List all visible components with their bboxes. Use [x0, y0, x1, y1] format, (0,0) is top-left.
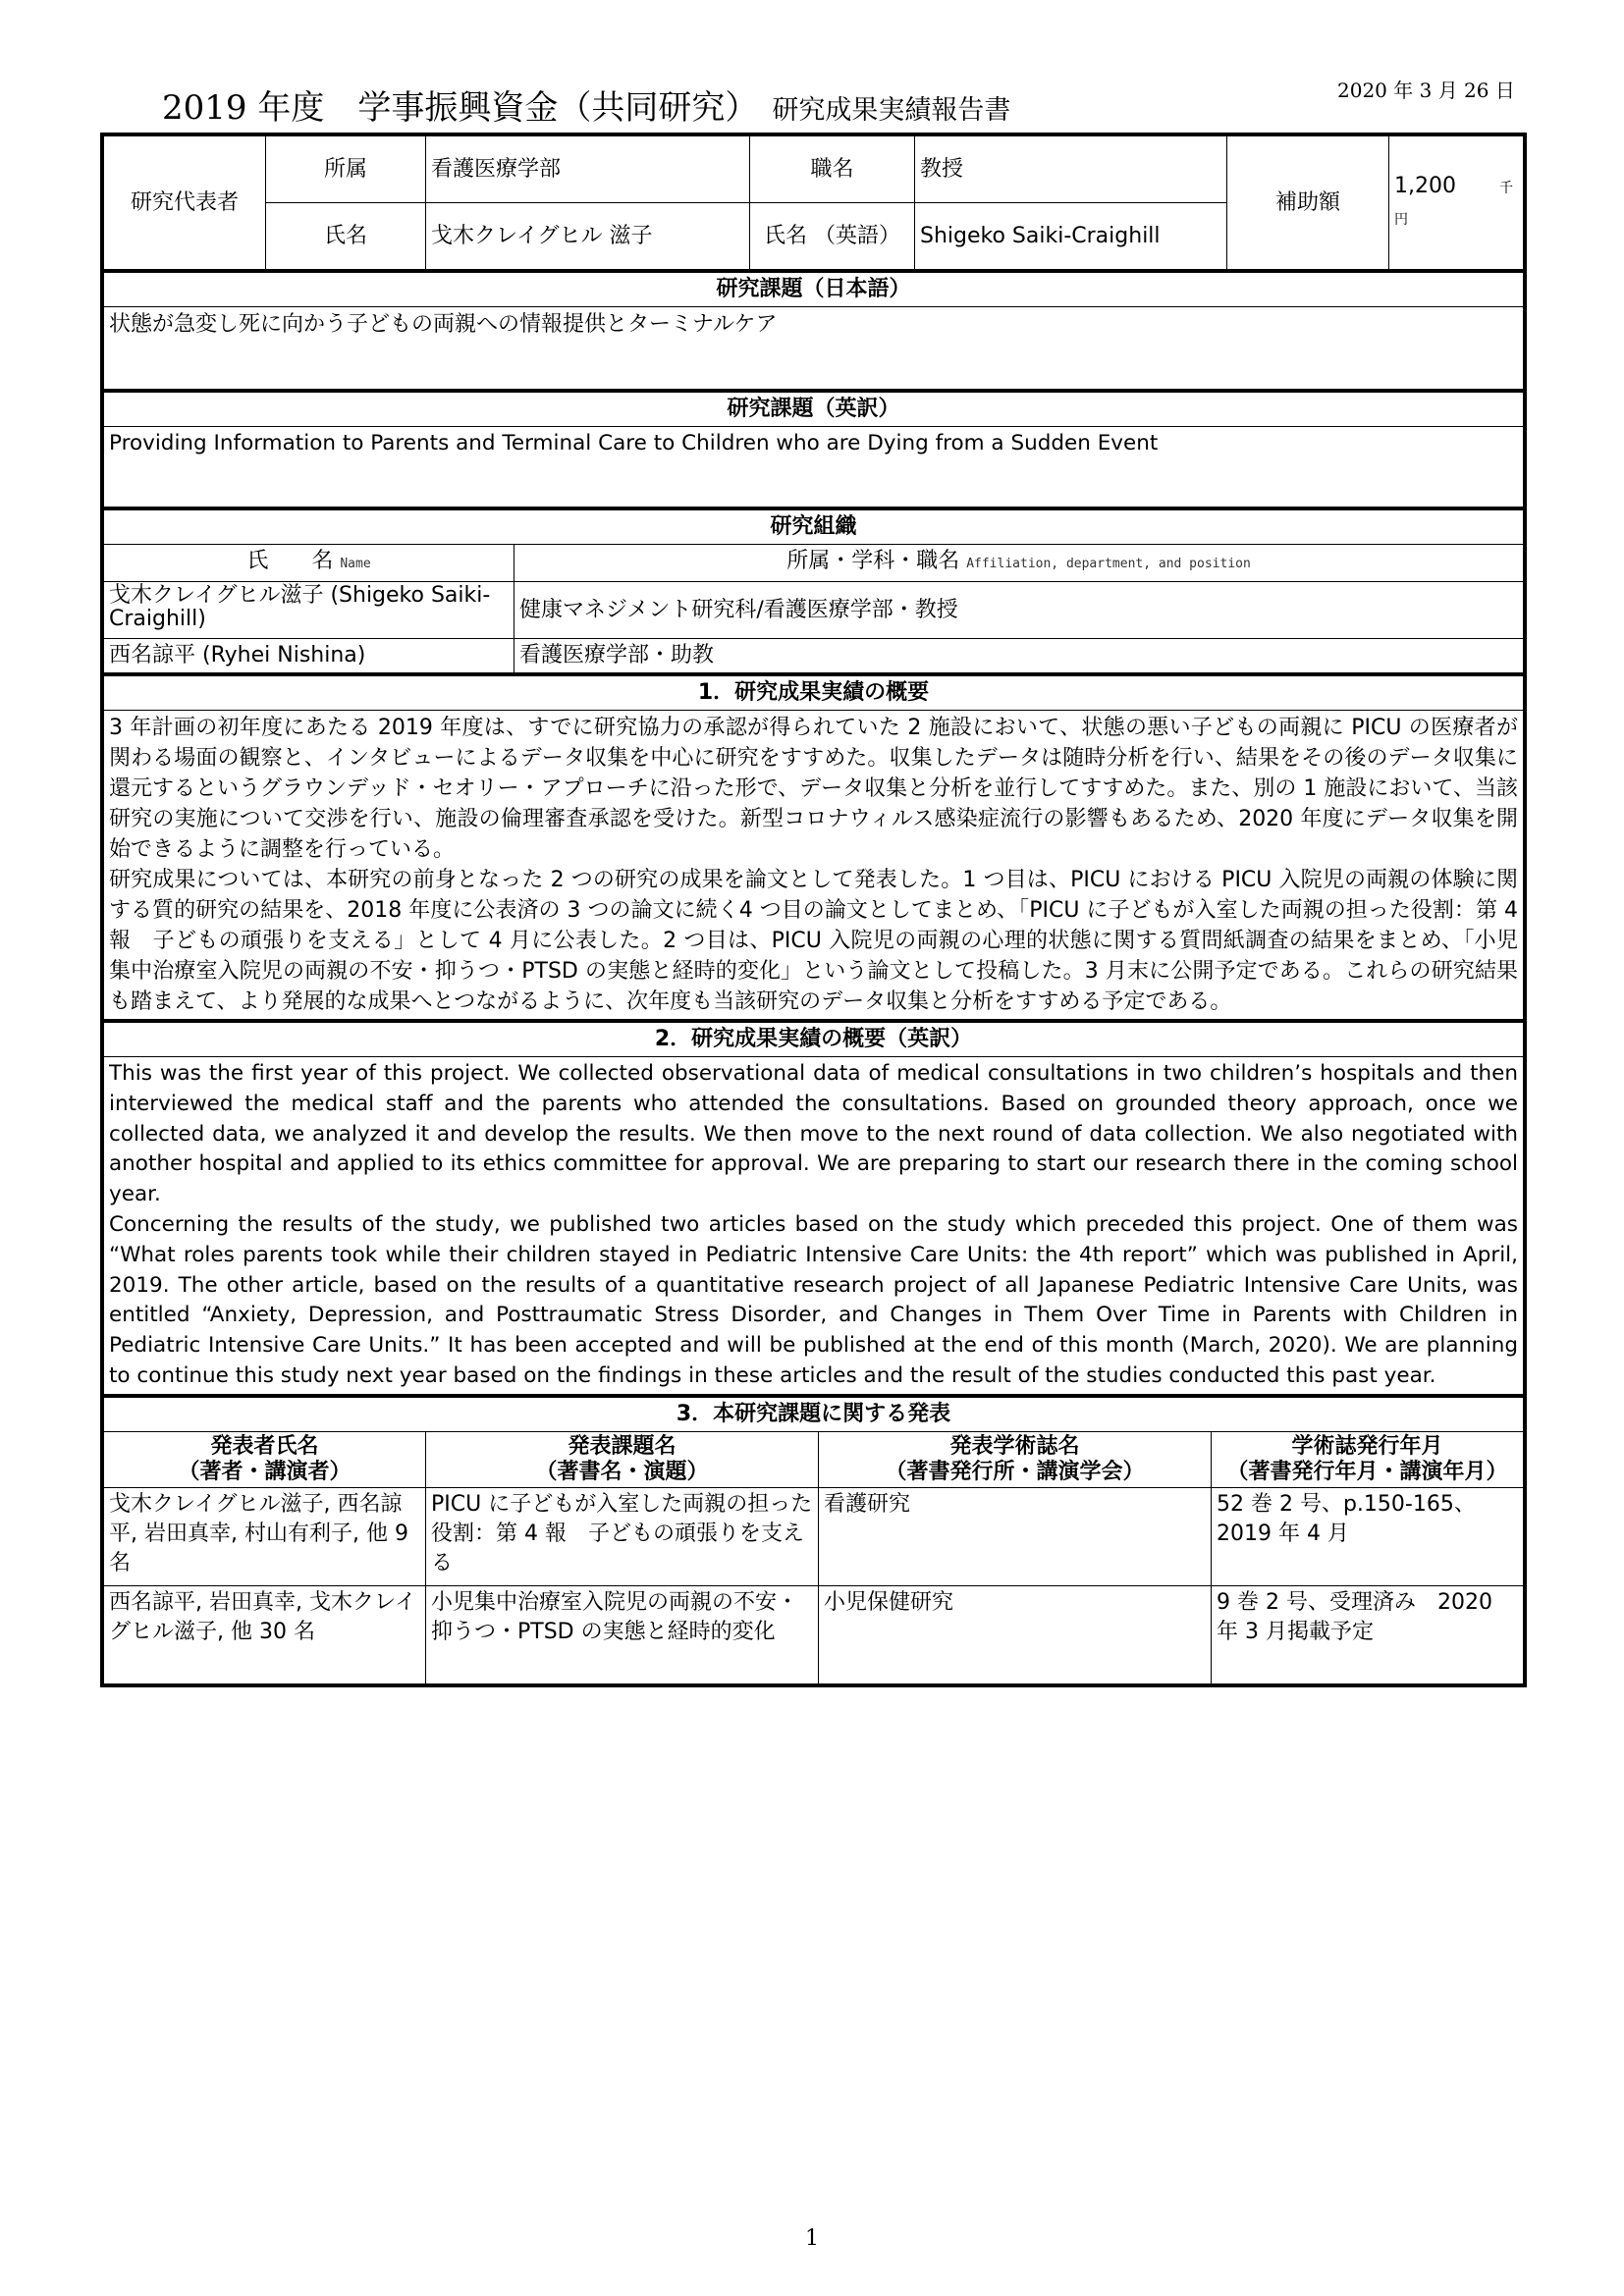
name-en-value: Shigeko Saiki-Craighill — [915, 203, 1227, 270]
member-name: 西名諒平 (Ryhei Nishina) — [104, 639, 514, 673]
representative-table — [103, 135, 1524, 270]
topic-en-table — [103, 390, 1524, 507]
pub-date: 9 巻 2 号、受理済み 2020 年 3 月掲載予定 — [1212, 1585, 1524, 1683]
title-sub: 研究成果実績報告書 — [772, 95, 1011, 126]
report-date: 2020 年 3 月 26 日 — [1337, 79, 1515, 102]
pub-col-title-label: 発表課題名 — [568, 1433, 677, 1459]
pub-col-authors-label: 発表者氏名 — [210, 1433, 319, 1459]
summary-ja-heading: 1．研究成果実績の概要 — [104, 675, 1524, 711]
pub-col-journal — [819, 1431, 1212, 1487]
publications-table — [103, 1395, 1524, 1684]
representative-label: 研究代表者 — [104, 136, 266, 270]
organization-heading: 研究組織 — [104, 509, 1524, 545]
org-col-name — [104, 545, 514, 582]
grant-unit: 千円 — [1394, 180, 1513, 228]
affiliation-value: 看護医療学部 — [426, 136, 750, 203]
pub-col-date — [1212, 1431, 1524, 1487]
grant-amount: 1,200 — [1394, 173, 1456, 198]
pub-col-date-label: 学術誌発行年月 — [1291, 1433, 1443, 1459]
position-value: 教授 — [915, 136, 1227, 203]
pub-title: PICU に子どもが入室した両親の担った役割：第 4 報 子どもの頑張りを支える — [426, 1487, 819, 1585]
name-value: 戈木クレイグヒル 滋子 — [426, 203, 750, 270]
topic-en-heading: 研究課題（英訳） — [104, 392, 1524, 427]
pub-col-title-sub: （著書名・演題） — [535, 1459, 709, 1484]
publications-heading: 3．本研究課題に関する発表 — [104, 1396, 1524, 1431]
position-label: 職名 — [750, 136, 915, 203]
topic-ja-table — [103, 270, 1524, 390]
summary-ja-body — [104, 711, 1524, 1020]
pub-col-authors — [104, 1431, 426, 1487]
pub-title: 小児集中治療室入院児の両親の不安・抑うつ・PTSD の実態と経時的変化 — [426, 1585, 819, 1683]
summary-ja-table — [103, 673, 1524, 1020]
summary-en-para: Concerning the results of the study, we published two articles based on the study which preceded this project. One of them was “What roles parents took while their children stayed in Pediatric Intensive Care Units: the 4th report” which was published in April, 2019. The other article, based on the results of a quantitative research project of all Japanese Pediatric Intensive Care Units, was entitled “Anxiety, Depression, and Posttraumatic Stress Disorder, and Changes in Them Over Time in Parents with Children in Pediatric Intensive Care Units.” It has been accepted and will be published at the end of this month (March, 2020). We are planning to continue this study next year based on the findings in these articles and the result of the studies conducted this past year. — [109, 1211, 1518, 1388]
pub-col-title — [426, 1431, 819, 1487]
summary-en-para: This was the first year of this project. We collected observational data of medical consultations in two children’s hospitals and then interviewed the medical staff and the parents who attended the consultations. Based on grounded theory approach, once we collected data, we analyzed it and develop the results. We then move to the next round of data collection. We also negotiated with another hospital and applied to its ethics committee for approval. We are preparing to start our research there in the coming school year. — [109, 1061, 1518, 1207]
report-title — [162, 80, 1010, 129]
summary-ja-para: 3 年計画の初年度にあたる 2019 年度は、すでに研究協力の承認が得られていた 2 施設において、状態の悪い子どもの両親に PICU の医療者が関わる場面の観察と、インタビューによるデータ収集を中心に研究をすすめた。収集したデータは随時分析を行い、結果をその後のデータ収集に還元するというグラウンデッド・セオリー・アプローチに沿った形で、データ収集と分析を並行してすすめた。また、別の 1 施設において、当該研究の実施について交渉を行い、施設の倫理審査承認を受けた。新型コロナウィルス感染症流行の影響もあるため、2020 年度にデータ収集を開始できるように調整を行っている。 — [109, 716, 1518, 862]
grant-cell — [1389, 136, 1524, 270]
organization-table — [103, 507, 1524, 673]
member-affiliation: 看護医療学部・助教 — [514, 639, 1524, 673]
member-affiliation: 健康マネジメント研究科/看護医療学部・教授 — [514, 582, 1524, 639]
pub-col-journal-label: 発表学術誌名 — [949, 1433, 1080, 1459]
table-row — [104, 1585, 1524, 1683]
org-col-aff — [514, 545, 1524, 582]
title-main: 2019 年度 学事振興資金（共同研究） — [162, 88, 759, 128]
pub-date: 52 巻 2 号、p.150-165、2019 年 4 月 — [1212, 1487, 1524, 1585]
summary-en-table — [103, 1020, 1524, 1395]
pub-authors: 西名諒平, 岩田真幸, 戈木クレイグヒル滋子, 他 30 名 — [104, 1585, 426, 1683]
org-col-aff-en: Affiliation, department, and position — [966, 557, 1251, 571]
org-col-name-en: Name — [340, 557, 371, 571]
pub-col-journal-sub: （著書発行所・講演学会） — [885, 1459, 1145, 1484]
member-name: 戈木クレイグヒル滋子 (Shigeko Saiki-Craighill) — [104, 582, 514, 639]
pub-col-authors-sub: （著者・講演者） — [178, 1459, 352, 1484]
pub-col-date-sub: （著書発行年月・講演年月） — [1226, 1459, 1508, 1484]
summary-en-heading: 2．研究成果実績の概要（英訳） — [104, 1022, 1524, 1057]
table-row — [104, 1487, 1524, 1585]
name-label: 氏名 — [266, 203, 426, 270]
pub-journal: 看護研究 — [819, 1487, 1212, 1585]
org-col-name-label: 氏 名 — [246, 549, 334, 573]
report-frame — [100, 133, 1527, 1687]
name-en-label: 氏名 （英語） — [750, 203, 915, 270]
summary-en-body — [104, 1057, 1524, 1395]
summary-ja-para: 研究成果については、本研究の前身となった 2 つの研究の成果を論文として発表した。1 つ目は、PICU における PICU 入院児の両親の体験に関する質的研究の結果を、2018 年度に公表済の 3 つの論文に続く4 つ目の論文としてまとめ、「PICU に子どもが入室した両親の担った役割：第 4 報 子どもの頑張りを支える」として 4 月に公表した。2 つ目は、PICU 入院児の両親の心理的状態に関する質問紙調査の結果をまとめ、「小児集中治療室入院児の両親の不安・抑うつ・PTSD の実態と経時的変化」という論文として投稿した。3 月末に公開予定である。これらの研究結果も踏まえて、より発展的な成果へとつながるように、次年度も当該研究のデータ収集と分析をすすめる予定である。 — [109, 868, 1518, 1014]
grant-label: 補助額 — [1227, 136, 1389, 270]
topic-en-text: Providing Information to Parents and Terminal Care to Children who are Dying from a Sudden Event — [104, 427, 1524, 507]
pub-authors: 戈木クレイグヒル滋子, 西名諒平, 岩田真幸, 村山有利子, 他 9 名 — [104, 1487, 426, 1585]
topic-ja-text: 状態が急変し死に向かう子どもの両親への情報提供とターミナルケア — [104, 307, 1524, 390]
pub-journal: 小児保健研究 — [819, 1585, 1212, 1683]
org-col-aff-label: 所属・学科・職名 — [786, 549, 960, 573]
topic-ja-heading: 研究課題（日本語） — [104, 272, 1524, 307]
page-number: 1 — [805, 2226, 819, 2251]
affiliation-label: 所属 — [266, 136, 426, 203]
